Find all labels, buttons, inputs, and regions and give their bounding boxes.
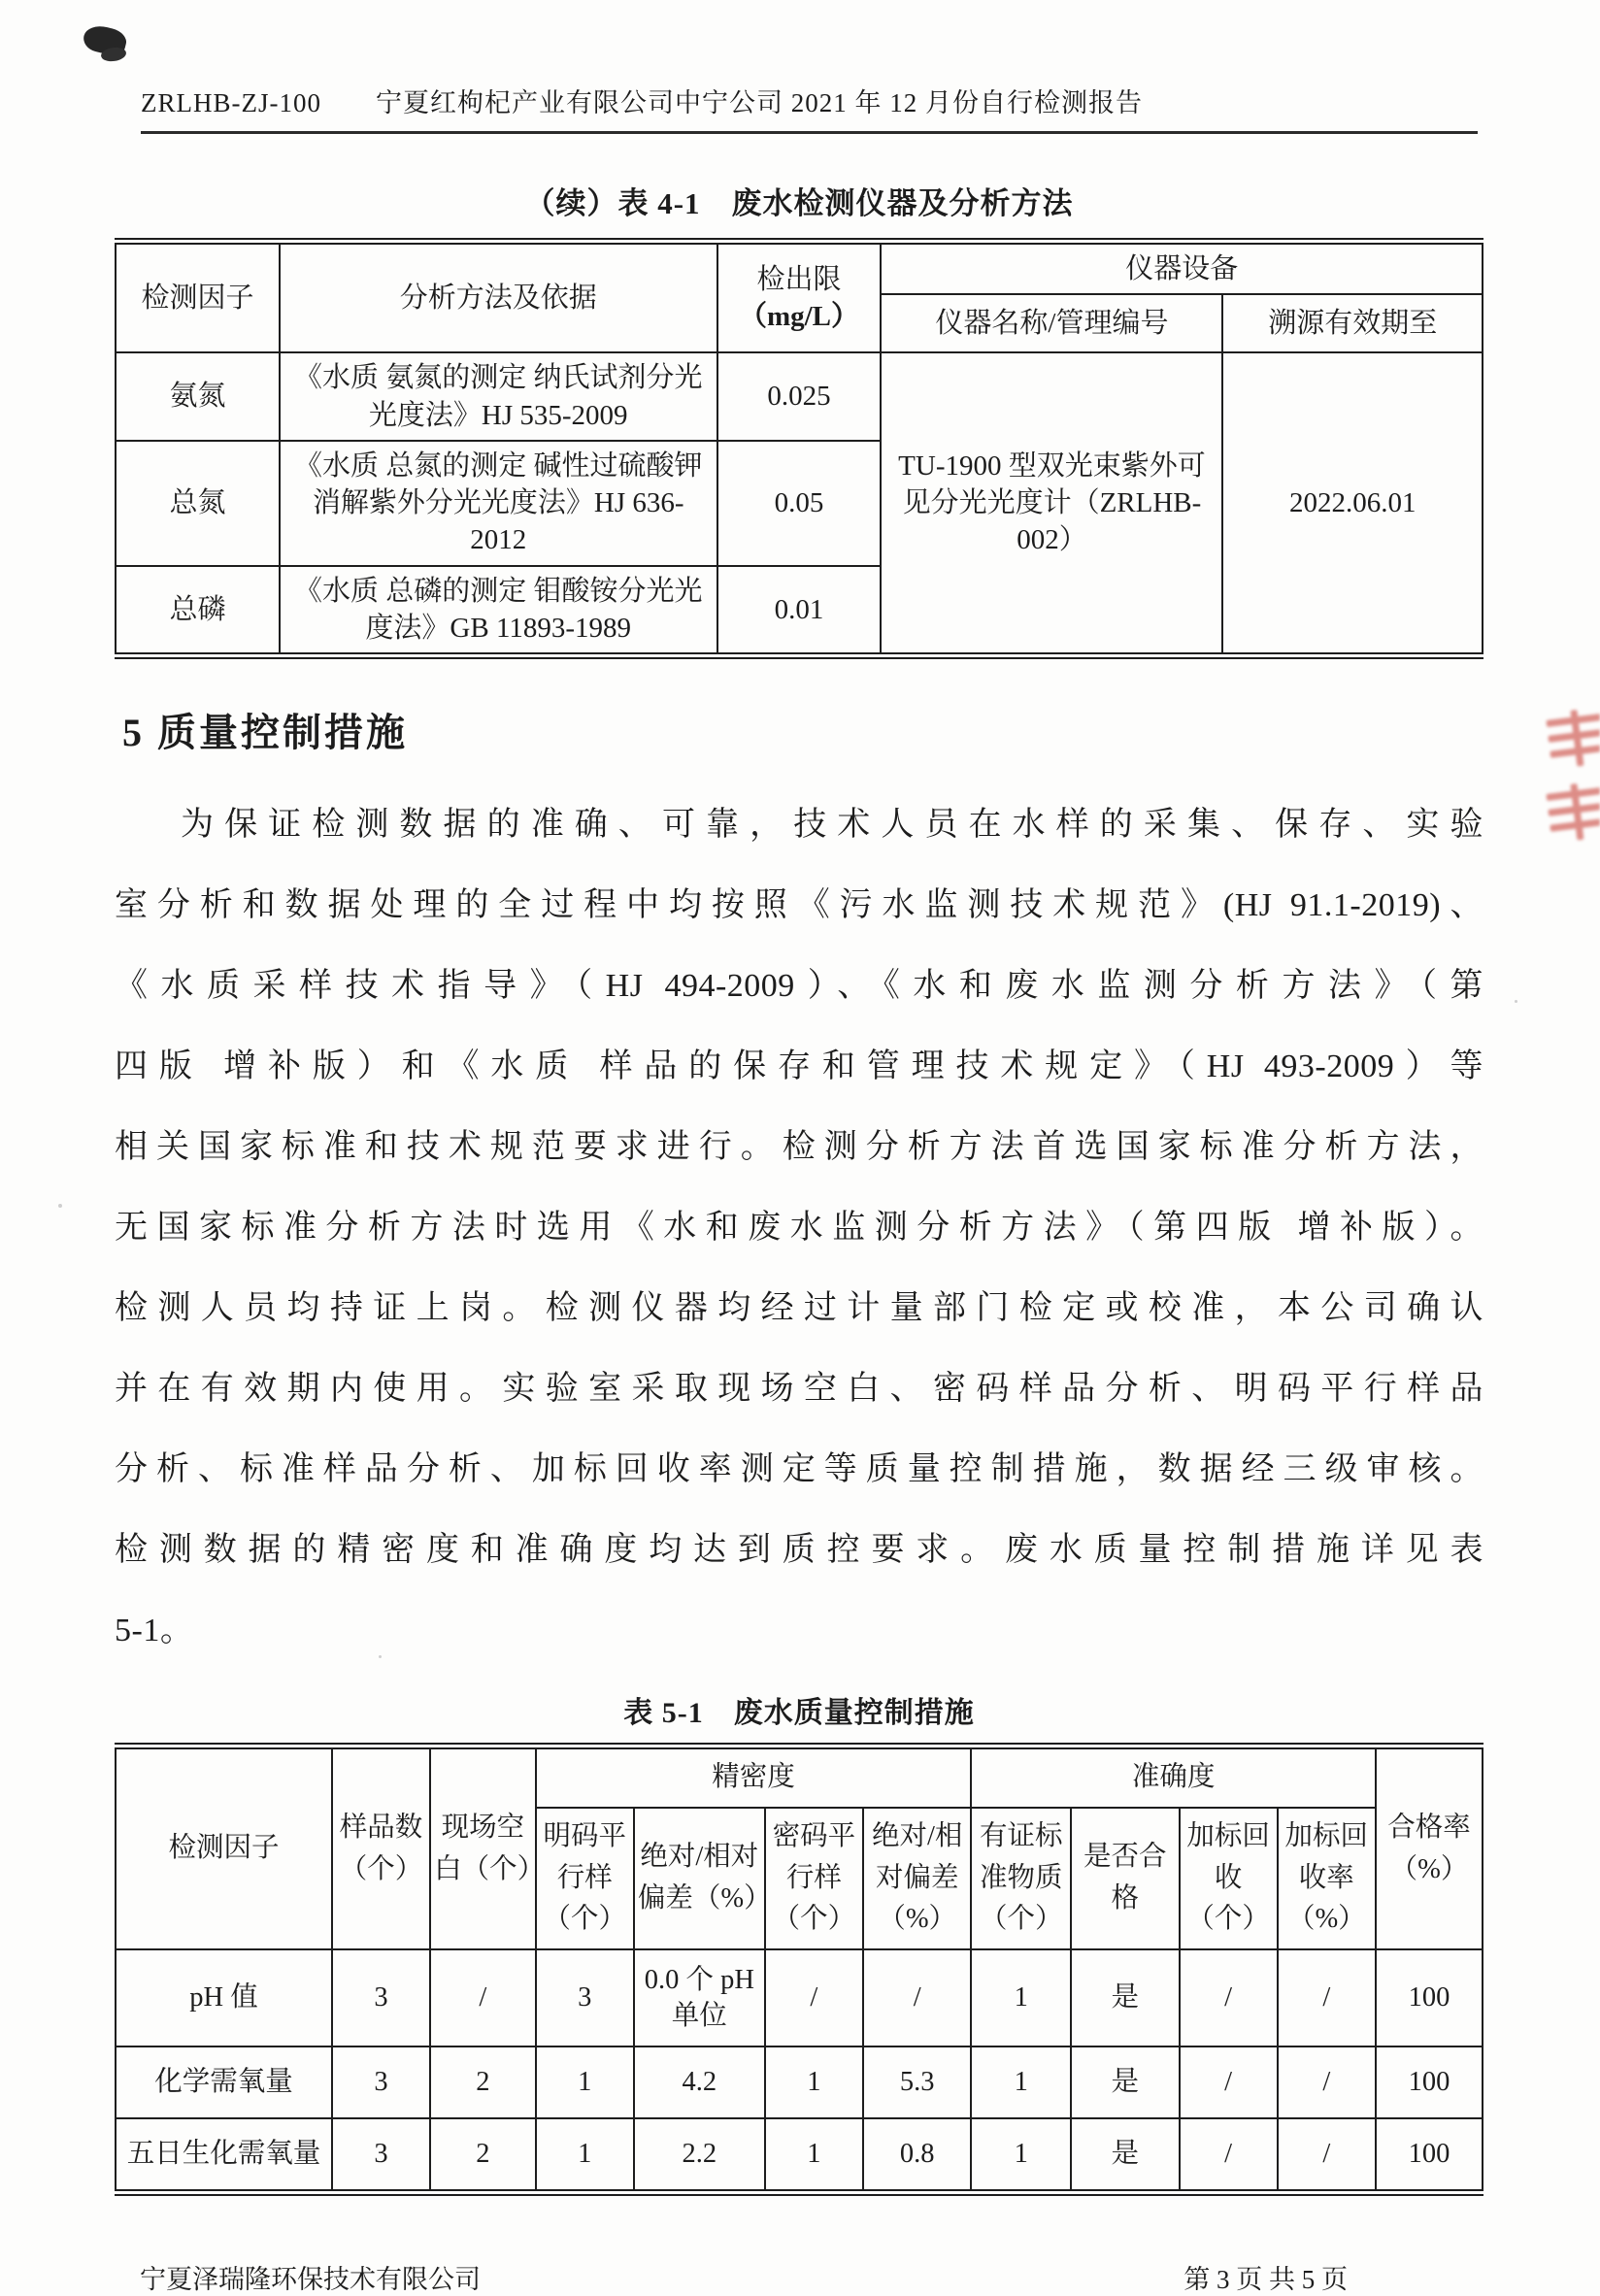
paragraph-line: 无国家标准分析方法时选用《水和废水监测分析方法》（第四版 增补版）。	[115, 1210, 1483, 1247]
t51-cell: 3	[332, 2046, 430, 2118]
t51-cell: /	[430, 1949, 536, 2046]
t51-cell: 是	[1071, 1949, 1179, 2046]
t51-cell: 1	[536, 2046, 634, 2118]
t41-header-limit-line1: 检出限	[756, 263, 842, 295]
page-header	[141, 0, 1483, 119]
t51-cell: 化学需氧量	[116, 2046, 332, 2118]
t51-header-blind-parallel: 密码平行样（个）	[765, 1808, 863, 1949]
t41-cell-method: 《水质 总氮的测定 碱性过硫酸钾消解紫外分光光度法》HJ 636-2012	[280, 441, 717, 566]
page	[115, 0, 1483, 2296]
t41-cell-limit: 0.025	[717, 352, 882, 441]
red-stamp-fragment	[1530, 701, 1600, 849]
t51-cell: 2.2	[634, 2118, 765, 2190]
table-row	[116, 2046, 1483, 2118]
t51-cell: pH 值	[116, 1949, 332, 2046]
t41-cell-traceability: 2022.06.01	[1222, 352, 1483, 653]
t51-cell: 是	[1071, 2118, 1179, 2190]
t41-cell-factor: 氨氮	[116, 352, 280, 441]
t51-cell: /	[1180, 2046, 1278, 2118]
scan-speck	[58, 1204, 62, 1208]
t51-cell: 100	[1376, 2118, 1483, 2190]
t41-header-traceability: 溯源有效期至	[1222, 294, 1483, 352]
table41-wrapper	[115, 238, 1483, 659]
paragraph-line: 室分析和数据处理的全过程中均按照《污水监测技术规范》(HJ 91.1-2019)、	[115, 887, 1483, 924]
t51-cell: 3	[332, 1949, 430, 2046]
t51-header-open-parallel: 明码平行样（个）	[536, 1808, 634, 1949]
paragraph-line: 5-1。	[115, 1613, 194, 1649]
t51-header-accuracy-group: 准确度	[971, 1748, 1375, 1808]
t41-cell-method: 《水质 氨氮的测定 纳氏试剂分光光度法》HJ 535-2009	[280, 352, 717, 441]
t51-header-open-deviation: 绝对/相对偏差（%）	[634, 1808, 765, 1949]
t51-cell: /	[863, 1949, 971, 2046]
document-code: ZRLHB-ZJ-100	[141, 88, 321, 117]
t41-header-limit	[717, 244, 882, 352]
stamp-glyph	[1545, 776, 1600, 831]
table-row	[116, 2118, 1483, 2190]
t51-cell: /	[1278, 1949, 1376, 2046]
t51-cell: /	[765, 1949, 863, 2046]
t41-cell-instrument: TU-1900 型双光束紫外可见分光光度计（ZRLHB-002）	[881, 352, 1222, 653]
t51-cell: 100	[1376, 1949, 1483, 2046]
t51-header-field-blank: 现场空白（个）	[430, 1748, 536, 1949]
footer-page-number: 第 3 页 共 5 页	[1183, 2265, 1348, 2295]
t51-cell: 1	[765, 2118, 863, 2190]
table41	[115, 243, 1483, 654]
t51-header-qualified: 是否合格	[1071, 1808, 1179, 1949]
paragraph-line: 检测人员均持证上岗。检测仪器均经过计量部门检定或校准，本公司确认	[115, 1290, 1483, 1327]
paragraph-line: 为保证检测数据的准确、可靠，技术人员在水样的采集、保存、实验	[181, 807, 1483, 844]
stamp-glyph	[1545, 702, 1600, 757]
t51-header-factor: 检测因子	[116, 1748, 332, 1949]
t51-cell: 4.2	[634, 2046, 765, 2118]
table51-wrapper	[115, 1743, 1483, 2196]
t51-cell: 100	[1376, 2046, 1483, 2118]
t41-header-equipment-group: 仪器设备	[881, 244, 1483, 294]
table41-title: （续）表 4-1 废水检测仪器及分析方法	[524, 186, 1074, 220]
table51	[115, 1747, 1483, 2191]
t51-cell: 5.3	[863, 2046, 971, 2118]
t51-cell: 2	[430, 2046, 536, 2118]
t51-header-sample-count: 样品数（个）	[332, 1748, 430, 1949]
paragraph-line: 相关国家标准和技术规范要求进行。检测分析方法首选国家标准分析方法，	[115, 1129, 1483, 1166]
t41-header-method: 分析方法及依据	[280, 244, 717, 352]
table-row	[116, 352, 1483, 441]
t41-cell-method: 《水质 总磷的测定 钼酸铵分光光度法》GB 11893-1989	[280, 566, 717, 654]
t41-header-limit-line2: （mg/L）	[738, 301, 859, 333]
t51-header-blind-deviation: 绝对/相对偏差（%）	[863, 1808, 971, 1949]
t51-cell: /	[1278, 2118, 1376, 2190]
t41-header-instrument: 仪器名称/管理编号	[881, 294, 1222, 352]
scan-speck	[1515, 1000, 1517, 1003]
t41-cell-factor: 总氮	[116, 441, 280, 566]
paragraph-line: 四版 增补版）和《水质 样品的保存和管理技术规定》（HJ 493-2009）等	[115, 1048, 1483, 1085]
paragraph-line: 并在有效期内使用。实验室采取现场空白、密码样品分析、明码平行样品	[115, 1371, 1483, 1408]
t51-header-precision-group: 精密度	[536, 1748, 972, 1808]
t51-cell: 1	[971, 2118, 1071, 2190]
t41-cell-factor: 总磷	[116, 566, 280, 654]
t51-header-pass-rate: 合格率（%）	[1376, 1748, 1483, 1949]
t51-cell: /	[1180, 1949, 1278, 2046]
t41-cell-limit: 0.01	[717, 566, 882, 654]
paragraph-line: 检测数据的精密度和准确度均达到质控要求。废水质量控制措施详见表	[115, 1532, 1483, 1569]
t51-cell: 3	[332, 2118, 430, 2190]
t41-cell-limit: 0.05	[717, 441, 882, 566]
t51-cell: 3	[536, 1949, 634, 2046]
t51-header-spike-rate: 加标回收率（%）	[1278, 1808, 1376, 1949]
t51-cell: 1	[971, 1949, 1071, 2046]
table51-title: 表 5-1 废水质量控制措施	[623, 1697, 975, 1730]
section-heading: 5 质量控制措施	[122, 711, 408, 755]
header-divider	[141, 131, 1478, 134]
section-paragraph	[115, 784, 1483, 1671]
t51-cell: 五日生化需氧量	[116, 2118, 332, 2190]
t51-cell: /	[1278, 2046, 1376, 2118]
t51-header-crm: 有证标准物质（个）	[971, 1808, 1071, 1949]
document-title: 宁夏红枸杞产业有限公司中宁公司 2021 年 12 月份自行检测报告	[375, 88, 1143, 117]
t51-cell: 2	[430, 2118, 536, 2190]
t51-cell: 1	[971, 2046, 1071, 2118]
t51-cell: 1	[536, 2118, 634, 2190]
t51-cell: /	[1180, 2118, 1278, 2190]
table-row	[116, 1949, 1483, 2046]
t51-cell: 0.0 个 pH 单位	[634, 1949, 765, 2046]
footer-company: 宁夏泽瑞隆环保技术有限公司	[140, 2265, 481, 2295]
t51-header-spike: 加标回收（个）	[1180, 1808, 1278, 1949]
t51-cell: 0.8	[863, 2118, 971, 2190]
paragraph-line: 分析、标准样品分析、加标回收率测定等质量控制措施，数据经三级审核。	[115, 1451, 1483, 1488]
page-footer	[115, 2258, 1483, 2296]
paragraph-line: 《水质采样技术指导》（HJ 494-2009）、《水和废水监测分析方法》（第	[115, 968, 1483, 1005]
t51-cell: 1	[765, 2046, 863, 2118]
t51-cell: 是	[1071, 2046, 1179, 2118]
t41-header-factor: 检测因子	[116, 244, 280, 352]
